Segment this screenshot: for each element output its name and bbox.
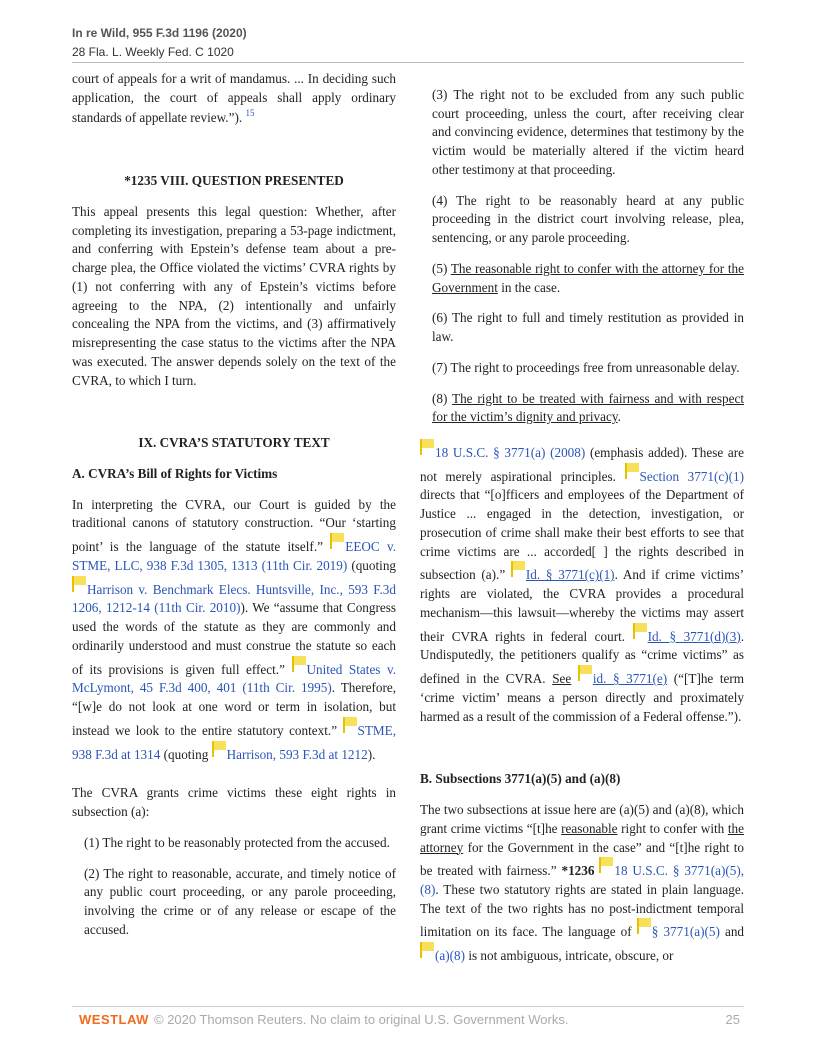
- westlaw-logo: WESTLAW: [79, 1012, 149, 1027]
- yellow-flag-icon[interactable]: [578, 665, 592, 681]
- paragraph-interpretation: In interpreting the CVRA, our Court is guided by the traditional canons of statutory construction. “Our ‘starting point’ is the language of the statute itself.” EEOC v. STME, LLC, 938 F.3d 1305, 1313 (11th Cir. 2019) (quoting Harrison v. Benchmark Elecs. Huntsville, Inc., 593 F.3d 1206, 1212-14 (11th Cir. 2010)). We “assume that Congress used the words of the statute as they are commonly and ordinarily understood and must construe the statute so each of its provisions is given full effect.” United States v. McLymont, 45 F.3d 400, 401 (11th Cir. 1995). Therefore, “[w]e do not look at one word or term in isolation, but instead we look to the entire statutory context.” STME, 938 F.3d at 1314 (quoting Harrison, 593 F.3d at 1212).: [72, 496, 397, 762]
- left-column: [72, 70, 396, 939]
- citation-link-3771c1[interactable]: Section 3771(c)(1): [639, 468, 744, 484]
- right-item-8: (8) The right to be treated with fairness and with respect for the victim’s dignity and privacy.: [432, 390, 744, 425]
- paragraph-rights-enforcement: 18 U.S.C. § 3771(a) (2008) (emphasis added). These are not merely aspirational principles. Section 3771(c)(1) directs that “[o]fficers and employees of the Department of Justice ... engaged in the detection, investigation, or prosecution of crime shall make their best efforts to see that crime victims are ... accorded[ ] the rights described in subsection (a).” Id. § 3771(c)(1). And if crime victims’ rights are violated, the CVRA provides a procedural mechanism—this lawsuit—whereby the victims may assert their CVRA rights in federal court. Id. § 3771(d)(3). Undisputedly, the petitioners qualify as “crime victims” as defined in the CVRA. See id. § 3771(e) (“[T]he term ‘crime victim’ means a person directly and proximately harmed as a result of the commission of a Federal offense.”).: [420, 439, 744, 726]
- right-item-5: (5) The reasonable right to confer with the attorney for the Government in the case.: [432, 260, 744, 295]
- footnote-link[interactable]: 15: [245, 108, 255, 119]
- subheading-b: B. Subsections 3771(a)(5) and (a)(8): [420, 771, 621, 787]
- right-item-2: (2) The right to reasonable, accurate, and timely notice of any public court proceeding, or any parole proceeding, involving the crime or of any release or escape of the accused.: [84, 865, 396, 937]
- yellow-flag-icon[interactable]: [420, 439, 434, 455]
- citation-link-harrison-short[interactable]: Harrison, 593 F.3d at 1212: [226, 746, 368, 762]
- yellow-flag-icon[interactable]: [599, 857, 613, 873]
- citation-link-harrison[interactable]: Harrison v. Benchmark Elecs. Huntsville, Inc., 593 F.3d 1206, 1212-14 (11th Cir. 2010): [72, 581, 396, 616]
- yellow-flag-icon[interactable]: [420, 942, 434, 958]
- citation-link-a8[interactable]: (a)(8): [435, 948, 466, 964]
- right-item-7: (7) The right to proceedings free from unreasonable delay.: [432, 359, 740, 375]
- paragraph-subsections: The two subsections at issue here are (a)(5) and (a)(8), which grant crime victims “[t]he reasonable right to confer with the attorney for the Government in the case” and “[t]he right to be treated with fairness.” *1236 18 U.S.C. § 3771(a)(5), (8). These two statutory rights are stated in plain language. The text of the two rights has no post-indictment temporal limitation on its face. The language of § 3771(a)(5) and (a)(8) is not ambiguous, intricate, obscure, or: [420, 802, 745, 964]
- document-citation: 28 Fla. L. Weekly Fed. C 1020: [72, 45, 234, 59]
- yellow-flag-icon[interactable]: [330, 533, 344, 549]
- right-column: [420, 86, 744, 966]
- subheading-a: A. CVRA’s Bill of Rights for Victims: [72, 466, 278, 482]
- yellow-flag-icon[interactable]: [212, 741, 226, 757]
- page-marker: *1236: [561, 863, 595, 879]
- citation-link-mclymont[interactable]: United States v. McLymont, 45 F.3d 400, 401 (11th Cir. 1995): [72, 661, 396, 696]
- document-title: In re Wild, 955 F.3d 1196 (2020): [72, 26, 247, 40]
- citation-link-stme[interactable]: STME, 938 F.3d at 1314: [72, 722, 396, 762]
- paragraph-question: This appeal presents this legal question: Whether, after completing its investigation, preparing a 53-page indictment, and conferring with Epstein’s defense team about a pre-charge plea, the Office violated the victims’ CVRA rights by (1) not conferring with any of Epstein’s victims before agreeing to the NPA, (2) intentionally and unfairly concealing the NPA from the victims, and (3) affirmatively misrepresenting the case status to the victims after the NPA was executed. The answer depends solely on the text of the CVRA, to which I turn.: [72, 203, 396, 388]
- paragraph-mandamus: court of appeals for a writ of mandamus. ... In deciding such application, the court of appeals shall apply ordinary standards of appellate review.”). $^{15}$: [72, 71, 396, 126]
- yellow-flag-icon[interactable]: [292, 656, 306, 672]
- yellow-flag-icon[interactable]: [633, 623, 647, 639]
- citation-link-id-3771c1[interactable]: Id. § 3771(c)(1): [525, 567, 615, 583]
- citation-link-eeoc[interactable]: EEOC v. STME, LLC, 938 F.3d 1305, 1313 (11th Cir. 2019): [72, 539, 397, 573]
- citation-link-3771a[interactable]: 18 U.S.C. § 3771(a) (2008): [435, 445, 586, 461]
- yellow-flag-icon[interactable]: [72, 576, 86, 592]
- section-heading-ix: IX. CVRA’S STATUTORY TEXT: [138, 435, 330, 451]
- right-item-6: (6) The right to full and timely restitution as provided in law.: [432, 310, 744, 345]
- yellow-flag-icon[interactable]: [625, 463, 639, 479]
- right-item-1: (1) The right to be reasonably protected from the accused.: [84, 834, 390, 850]
- header-divider: [72, 62, 744, 63]
- citation-link-id-3771e[interactable]: id. § 3771(e): [592, 671, 668, 687]
- citation-link-3771a5[interactable]: § 3771(a)(5): [651, 924, 720, 940]
- citation-link-id-3771d3[interactable]: Id. § 3771(d)(3): [647, 628, 741, 644]
- yellow-flag-icon[interactable]: [637, 918, 651, 934]
- footer-divider: [72, 1006, 744, 1007]
- copyright-notice: © 2020 Thomson Reuters. No claim to original U.S. Government Works.: [154, 1012, 569, 1027]
- citation-link-3771a5-8[interactable]: 18 U.S.C. § 3771(a)(5), (8): [420, 863, 745, 897]
- yellow-flag-icon[interactable]: [343, 717, 357, 733]
- page-number: 25: [725, 1012, 740, 1027]
- section-heading-viii: *1235 VIII. QUESTION PRESENTED: [124, 173, 344, 189]
- yellow-flag-icon[interactable]: [511, 561, 525, 577]
- right-item-4: (4) The right to be reasonably heard at any public proceeding in the district court involving release, plea, sentencing, or any parole proceeding.: [432, 192, 744, 246]
- right-item-3: (3) The right not to be excluded from any such public court proceeding, unless the court, after receiving clear and convincing evidence, determines that testimony by the victim would be materially altered if the victim heard other testimony at that proceeding.: [432, 87, 744, 177]
- paragraph-eight-rights: The CVRA grants crime victims these eight rights in subsection (a):: [72, 785, 396, 820]
